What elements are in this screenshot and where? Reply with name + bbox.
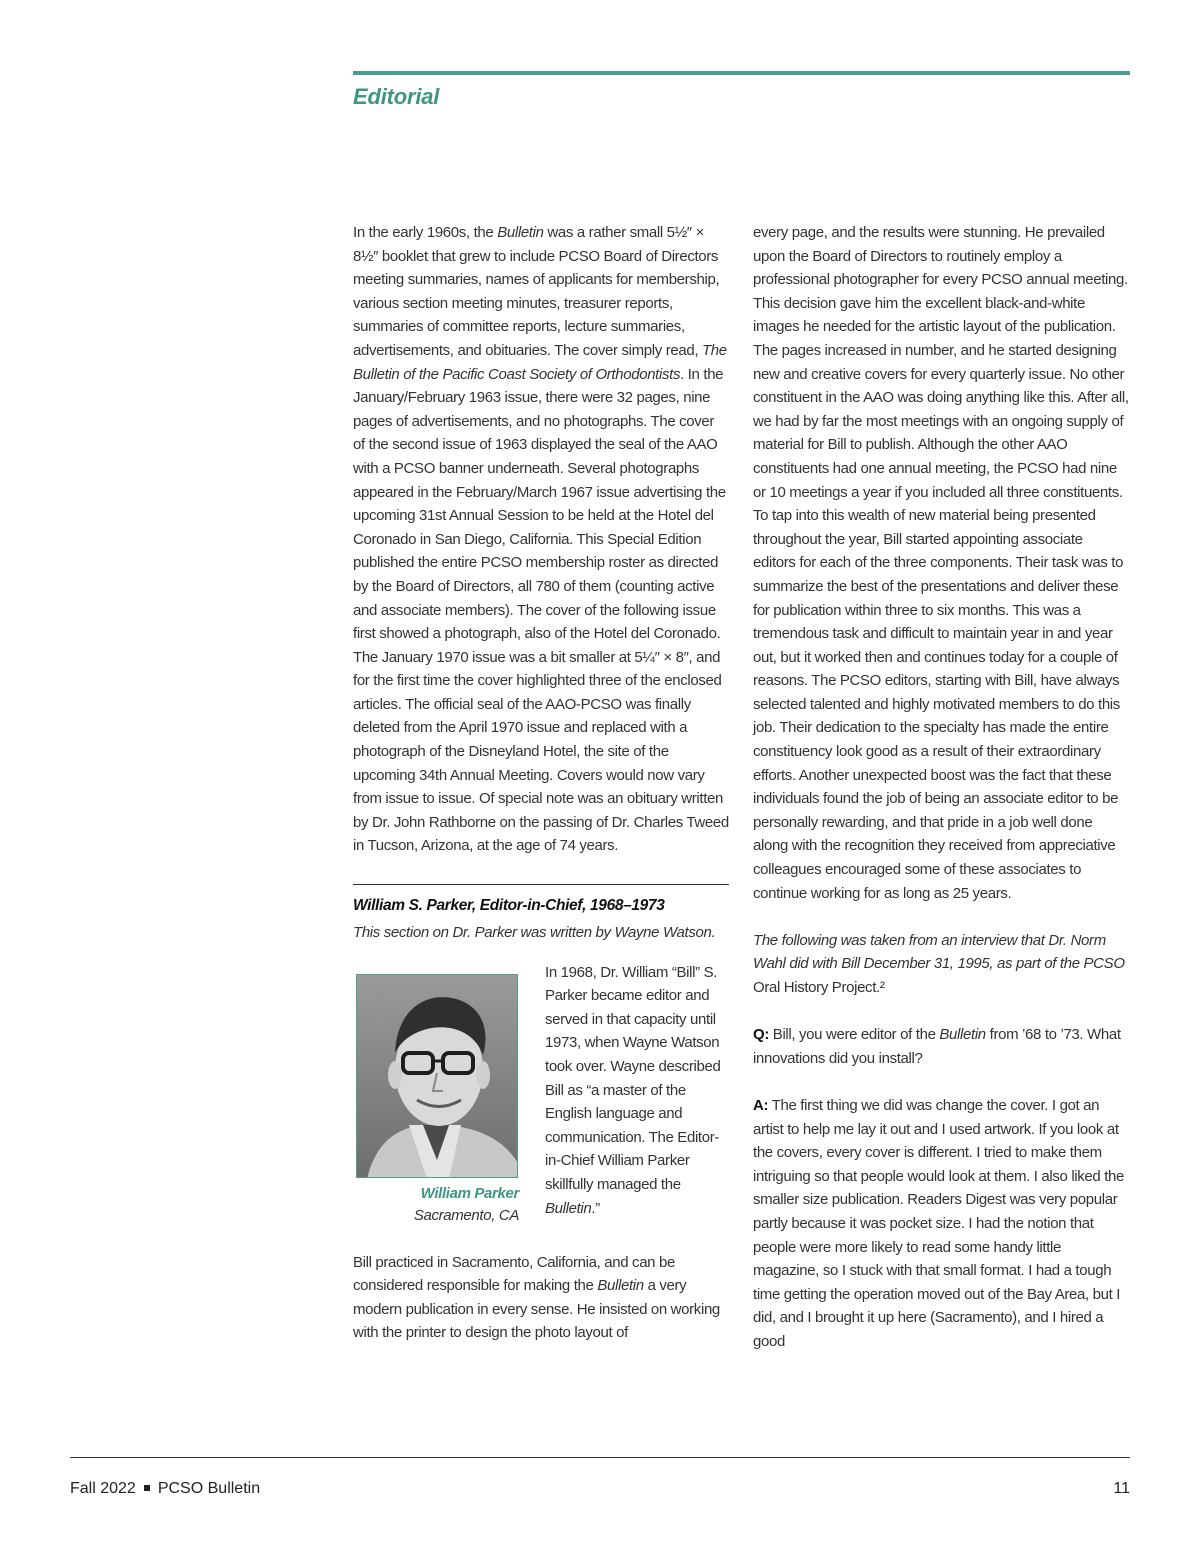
caption-location: Sacramento, CA bbox=[413, 1206, 519, 1224]
question-text bbox=[753, 1026, 1121, 1067]
text-run: a very modern publication in every sense. He insisted on working with the printer to design the photo layout of bbox=[353, 1277, 720, 1342]
text-run: Bill practiced in Sacramento, California, and can be considered responsible for making the bbox=[353, 1253, 675, 1295]
text-run: from ’68 to ’73. What innovations did you install? bbox=[753, 1026, 1121, 1067]
parker-paragraph bbox=[353, 1251, 729, 1345]
italic-text: Bulletin bbox=[545, 1199, 592, 1217]
italic-text: Bulletin bbox=[497, 224, 544, 241]
question-paragraph bbox=[753, 1023, 1129, 1070]
text-run: .” bbox=[591, 1199, 600, 1217]
answer-text: The first thing we did was change the cover. I got an artist to help me lay it out and I used artwork. If you look at the covers, every cover is different. I tried to make them intriguing so that people would look at them. I also liked the smaller size publication. Readers Digest was very popular partly because it was pocket size. I had the notion that people were more likely to read some handy little magazine, so I stuck with that small format. I had a tough time getting the operation moved out of the Bay Area, but I did, and I brought it up here (Sacramento), and I hired a good bbox=[753, 1096, 1125, 1350]
author-credit: This section on Dr. Parker was written by Wayne Watson. bbox=[353, 924, 716, 942]
answer-paragraph bbox=[753, 1094, 1129, 1354]
italic-text: Bulletin bbox=[939, 1026, 986, 1044]
text-run: Oral History Project.² bbox=[753, 979, 885, 996]
answer-label: A: bbox=[753, 1096, 769, 1114]
text-run: In 1968, Dr. William “Bill” S. Parker became editor and served in that capacity until 1973, when Wayne Watson took over. Wayne described Bill as “a master of the English language and communication. The Editor-in-Chief William Parker skillfully managed the bbox=[545, 963, 721, 1193]
photo-block bbox=[353, 961, 729, 1251]
page-number: 11 bbox=[1113, 1480, 1130, 1497]
footer-issue: Fall 2022 bbox=[70, 1480, 136, 1497]
header-rule bbox=[353, 71, 1130, 75]
footer-separator bbox=[144, 1485, 150, 1491]
continuation-paragraph: every page, and the results were stunning. He prevailed upon the Board of Directors to routinely employ a professional photographer for every PCSO annual meeting. This decision gave him the excellent black-and-white images he needed for the artistic layout of the publication. The pages increased in number, and he started designing new and creative covers for every quarterly issue. No other constituent in the AAO was doing anything like this. After all, we had by far the most meetings with an ongoing supply of material for Bill to publish. Although the other AAO constituents had one annual meeting, the PCSO had nine or 10 meetings a year if you included all three constituents. To tap into this wealth of new material being presented throughout the year, Bill started appointing associate editors for each of the three components. Their task was to summarize the best of the presentations and deliver these for publication within three to six months. This was a tremendous task and difficult to maintain year in and year out, but it worked then and continues today for a couple of reasons. The PCSO editors, starting with Bill, have always selected talented and highly motivated members to do this job. Their dedication to the specialty has made the entire constituency look good as a result of their extraordinary efforts. Another unexpected boost was the fact that these individuals found the job of being an associate editor to be personally rewarding, and that pride in a job well done along with the recognition they received from appreciative colleagues encouraged some of these associates to continue working for as long as 25 years. bbox=[753, 224, 1129, 902]
footer-publication: PCSO Bulletin bbox=[157, 1480, 261, 1497]
italic-text: The Bulletin of the Pacific Coast Society of Orthodontists bbox=[353, 341, 727, 383]
italic-text: Bulletin bbox=[597, 1277, 644, 1295]
portrait-photo bbox=[356, 974, 518, 1178]
portrait-illustration bbox=[357, 975, 518, 1178]
footer-rule bbox=[70, 1457, 1130, 1458]
left-column bbox=[353, 221, 729, 1345]
editor-subhead: William S. Parker, Editor-in-Chief, 1968–1973 bbox=[353, 897, 665, 915]
section-divider bbox=[353, 884, 729, 885]
text-run: Bill, you were editor of the bbox=[768, 1026, 940, 1044]
photo-caption bbox=[353, 1183, 519, 1227]
editor-bio-paragraph bbox=[545, 961, 729, 1221]
text-run: was a rather small 5½″ × 8½″ booklet that grew to include PCSO Board of Directors meeting summaries, names of applicants for membership, various section meeting minutes, treasurer reports, summaries of committee reports, lecture summaries, advertisements, and obituaries. The cover simply read, bbox=[353, 224, 720, 359]
section-title: Editorial bbox=[353, 84, 440, 109]
text-run: In the early 1960s, the bbox=[353, 224, 498, 241]
interview-intro bbox=[753, 929, 1129, 1000]
right-column bbox=[753, 221, 1129, 1354]
text-run: . In the January/February 1963 issue, there were 32 pages, nine pages of advertisements, and no photographs. The cover of the second issue of 1963 displayed the seal of the AAO with a PCSO banner underneath. Several photographs appeared in the February/March 1967 issue advertising the upcoming 31st Annual Session to be held at the Hotel del Coronado in San Diego, California. This Special Edition published the entire PCSO membership roster as directed by the Board of Directors, all 780 of them (counting active and associate members). The cover of the following issue first showed a photograph, also of the Hotel del Coronado. The January 1970 issue was a bit smaller at 5¼″ × 8″, and for the first time the cover highlighted three of the enclosed articles. The official seal of the AAO-PCSO was finally deleted from the April 1970 issue and replaced with a photograph of the Disneyland Hotel, the site of the upcoming 34th Annual Meeting. Covers would now vary from issue to issue. Of special note was an obituary written by Dr. John Rathborne on the passing of Dr. Charles Tweed in Tucson, Arizona, at the age of 74 years. bbox=[353, 365, 729, 855]
intro-paragraph bbox=[353, 221, 729, 858]
question-label: Q: bbox=[753, 1026, 769, 1044]
italic-text: The following was taken from an interview that Dr. Norm Wahl did with Bill December 31, 1995, as part of the PCSO bbox=[753, 931, 1125, 973]
caption-name: William Parker bbox=[420, 1184, 519, 1202]
footer-issue-info bbox=[70, 1480, 260, 1498]
